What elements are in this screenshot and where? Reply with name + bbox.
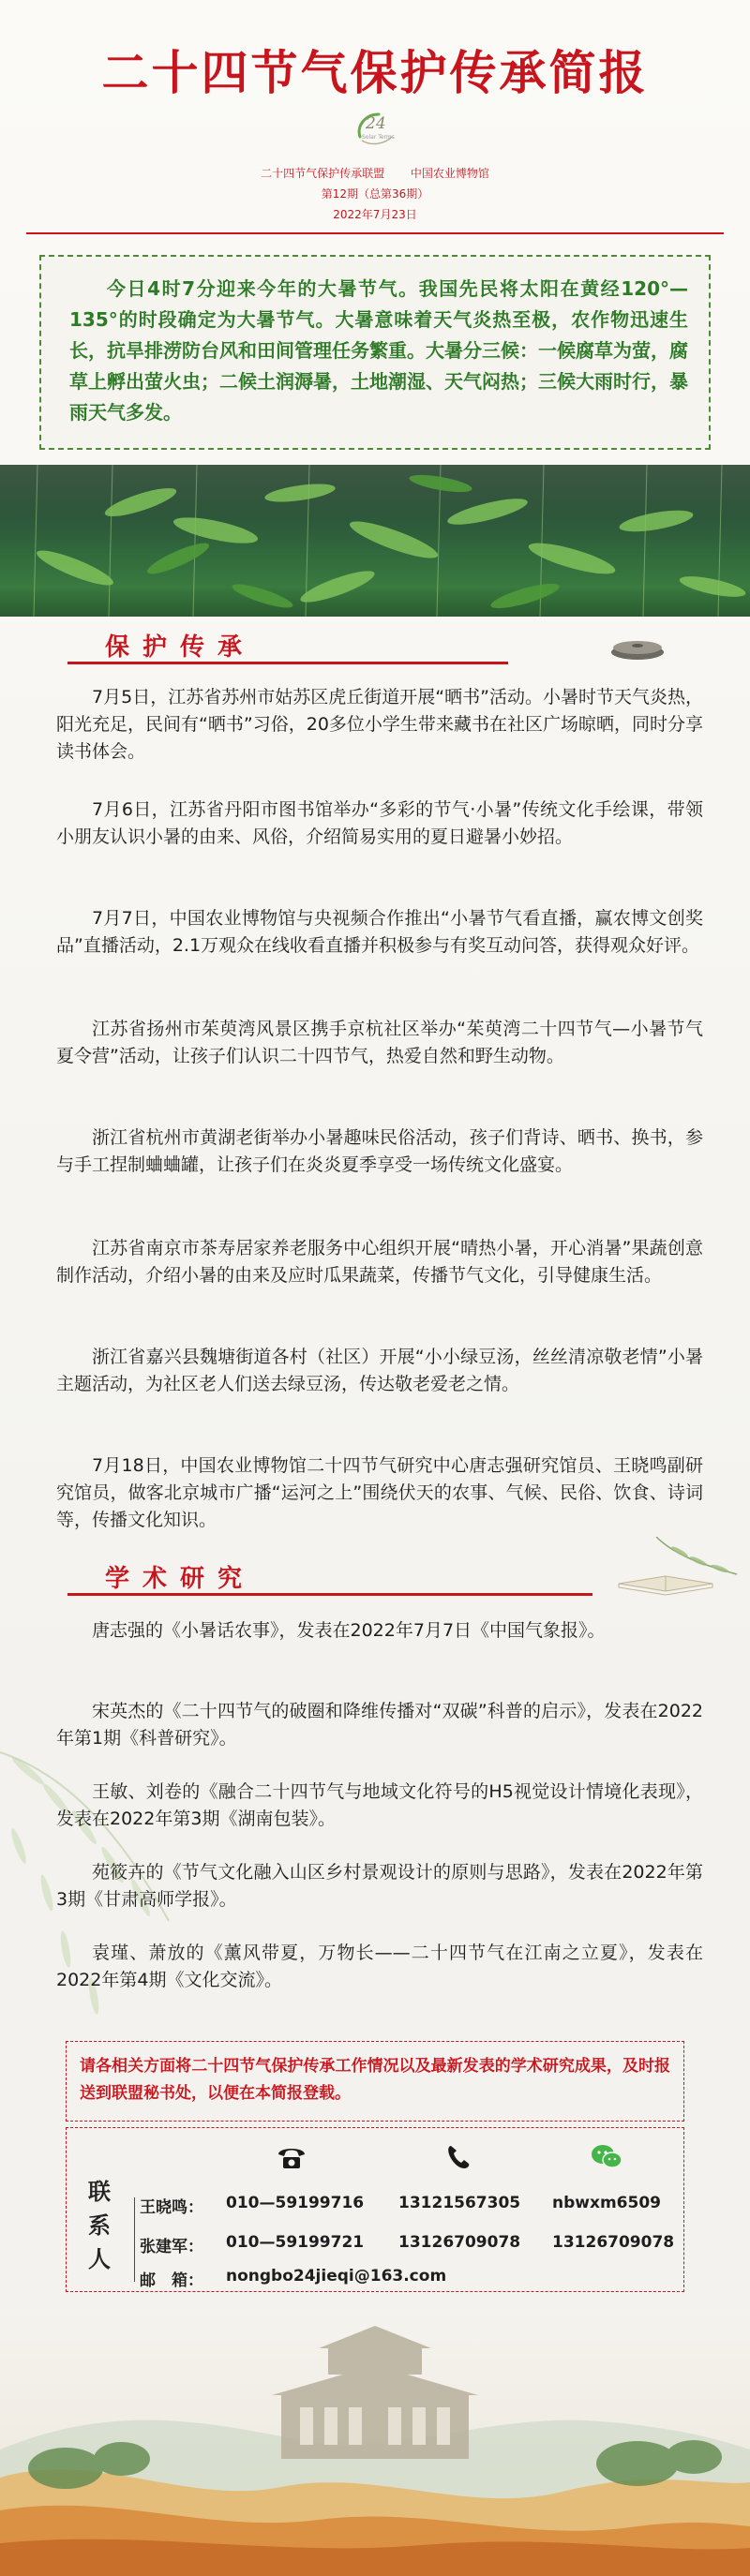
research-paragraph: 王敏、刘卷的《融合二十四节气与地域文化符号的H5视觉设计情境化表现》，发表在2022年第3期《湖南包装》。 [56,1781,703,1829]
research-paragraph: 袁瑾、萧放的《薰风带夏，万物长——二十四节气在江南之立夏》，发表在2022年第4期《文化交流》。 [56,1943,703,1990]
organizer-museum: 中国农业博物馆 [410,167,489,180]
research-paragraph: 唐志强的《小暑话农事》，发表在2022年7月7日《中国气象报》。 [92,1620,606,1641]
contact-email-row [140,2267,683,2289]
email-label: 邮 箱： [140,2271,203,2290]
section-underline [68,1593,592,1596]
contact-label: 联系人 [88,2179,111,2272]
submission-notice [66,2041,684,2122]
section-underline [68,662,508,664]
wechat-icon [590,2143,623,2171]
section-title-research: 学术研究 [105,1565,256,1593]
contact-wechat: 13126709078 [552,2233,675,2252]
contact-mobile: 13121567305 [398,2194,521,2212]
contact-telephone: 010—59199721 [226,2233,365,2252]
telephone-icon [275,2143,308,2171]
news-paragraph: 江苏省扬州市茱萸湾风景区携手京杭社区举办“茱萸湾二十四节气—小暑节气夏令营”活动，让孩子们认识二十四节气，热爱自然和野生动物。 [56,1019,703,1066]
news-paragraph: 7月5日，江苏省苏州市姑苏区虎丘街道开展“晒书”活动。小暑时节天气炎热，阳光充足，民间有“晒书”习俗，20多位小学生带来藏书在社区广场晾晒，同时分享读书体会。 [56,687,703,762]
contact-box [66,2127,684,2292]
contact-name: 王晓鸣： [140,2198,203,2217]
mobile-phone-icon [442,2143,475,2171]
museum-landscape-footer-image [0,2309,750,2576]
willow-book-decoration-icon [600,1537,741,1612]
contact-row [140,2233,683,2256]
contact-mobile: 13126709078 [398,2233,521,2252]
organizer-alliance: 二十四节气保护传承联盟 [261,167,385,180]
intro-text: 今日4时7分迎来今年的大暑节气。我国先民将太阳在黄经120°—135°的时段确定为大暑节气。大暑意味着天气炎热至极，农作物迅速生长，抗旱排涝防台风和田间管理任务繁重。大暑分三候：一候腐草为萤，腐草上孵出萤火虫；二候土润溽暑，土地潮湿、天气闷热；三候大雨时行，暴雨天气多发。 [69,277,688,424]
news-paragraph: 7月6日，江苏省丹阳市图书馆举办“多彩的节气·小暑”传统文化手绘课，带领小朋友认识小暑的由来、风俗，介绍简易实用的夏日避暑小妙招。 [56,799,703,847]
organizers [0,165,750,181]
logo-subtitle: Solar Terms [362,134,395,141]
contact-wechat: nbwxm6509 [552,2194,661,2212]
section-heading-protection [68,628,686,660]
contact-name: 张建军： [140,2238,203,2256]
contact-row [140,2194,683,2216]
contact-email[interactable]: nongbo24jieqi@163.com [226,2267,447,2286]
news-paragraph: 江苏省南京市茶寿居家养老服务中心组织开展“晴热小暑，开心消暑”果蔬创意制作活动，介绍小暑的由来及应时瓜果蔬菜，传播节气文化，引导健康生活。 [56,1238,703,1286]
section-heading-research [68,1559,686,1591]
contact-divider [134,2197,135,2282]
issue-date: 2022年7月23日 [333,208,417,221]
header-divider [26,232,724,234]
bulletin-title: 二十四节气保护传承简报 [101,45,649,100]
intro-box [39,255,711,450]
notice-text: 请各相关方面将二十四节气保护传承工作情况以及最新发表的学术研究成果，及时报送到联盟秘书处，以便在本简报登载。 [80,2057,670,2103]
solar-terms-24-logo [352,109,401,150]
section-title-protection: 保护传承 [105,633,256,662]
news-paragraph: 7月18日，中国农业博物馆二十四节气研究中心唐志强研究馆员、王晓鸣副研究馆员，做客北京城市广播“运河之上”围绕伏天的农事、气候、民俗、饮食、诗词等，传播文化知识。 [56,1455,703,1530]
logo-number: 24 [366,114,386,133]
news-paragraph: 7月7日，中国农业博物馆与央视频合作推出“小暑节气看直播，赢农博文创奖品”直播活动，2.1万观众在线收看直播并积极参与有奖互动问答，获得观众好评。 [56,908,703,956]
news-paragraph: 浙江省杭州市黄湖老街举办小暑趣味民俗活动，孩子们背诗、晒书、换书，参与手工捏制蛐蛐罐，让孩子们在炎炎夏季享受一场传统文化盛宴。 [56,1127,703,1175]
research-paragraph: 苑筱卉的《节气文化融入山区乡村景观设计的原则与思路》，发表在2022年第3期《甘肃高师学报》。 [56,1862,703,1910]
issue-number: 第12期（总第36期） [321,187,429,201]
contact-telephone: 010—59199716 [226,2194,365,2212]
research-paragraph: 宋英杰的《二十四节气的破圈和降维传播对“双碳”科普的启示》，发表在2022年第1期《科普研究》。 [56,1701,703,1749]
willow-rain-banner-image [0,465,750,617]
grindstone-decoration-icon [608,633,668,662]
news-paragraph: 浙江省嘉兴县魏塘街道各村（社区）开展“小小绿豆汤，丝丝清凉敬老情”小暑主题活动，为社区老人们送去绿豆汤，传达敬老爱老之情。 [56,1347,703,1394]
